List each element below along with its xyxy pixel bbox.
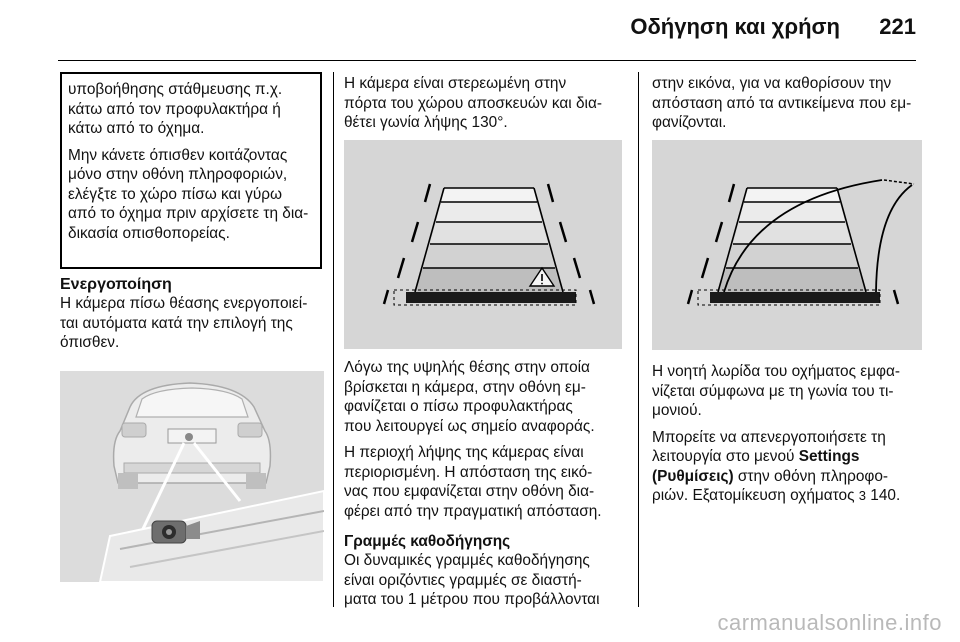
car-rear-camera-illustration xyxy=(60,371,324,582)
reference-text: ριών. Εξατομίκευση οχήματος xyxy=(652,487,859,504)
watermark: carmanualsonline.info xyxy=(717,610,942,635)
para-line: φέρει από την πραγματική απόσταση. xyxy=(344,502,602,520)
settings-line xyxy=(652,447,952,467)
header-rule xyxy=(58,60,916,61)
guidelines-heading: Γραμμές καθοδήγησης xyxy=(344,533,511,550)
camera-intro-line: Η κάμερα είναι στερεωμένη στην xyxy=(344,75,567,92)
para-line: βρίσκεται η κάμερα, στην οθόνη εμ- xyxy=(344,378,586,396)
settings-line-2 xyxy=(652,467,952,487)
guidelines-illustration xyxy=(344,140,622,349)
warning-line: Μην κάνετε όπισθεν κοιτάζοντας xyxy=(68,146,288,164)
para-line: Η νοητή λωρίδα του οχήματος εμφα- xyxy=(652,363,901,380)
para-line: νας που εμφανίζεται στην οθόνη δια- xyxy=(344,483,595,500)
guidelines-drawing xyxy=(344,140,622,349)
warning-box xyxy=(60,72,322,269)
page-number: 221 xyxy=(879,14,916,39)
settings-line-text: στην οθόνη πληροφο- xyxy=(733,467,889,485)
para-line: Οι δυναμικές γραμμές καθοδήγησης xyxy=(344,552,590,569)
activation-line: Η κάμερα πίσω θέασης ενεργοποιεί- xyxy=(60,295,308,312)
para-line: φανίζεται ο πίσω προφυλακτήρας xyxy=(344,398,573,415)
para-line: Μπορείτε να απενεργοποιήσετε τη xyxy=(652,428,886,446)
para-line: μονιού. xyxy=(652,402,702,419)
para-line: που λειτουργεί ως σημείο αναφοράς. xyxy=(344,417,595,435)
camera-intro-line: πόρτα του χώρου αποσκευών και δια- xyxy=(344,94,602,112)
activation-line: όπισθεν. xyxy=(60,334,120,351)
warning-line: κάτω από τον προφυλακτήρα ή xyxy=(68,100,281,118)
warning-line: υποβοήθησης στάθμευσης π.χ. xyxy=(68,81,283,98)
trajectory-illustration xyxy=(652,140,922,350)
activation-heading: Ενεργοποίηση xyxy=(60,276,172,293)
warning-line: μόνο στην οθόνη πληροφοριών, xyxy=(68,166,288,183)
para-line: ματα του 1 μέτρου που προβάλλονται xyxy=(344,591,600,608)
reference-line xyxy=(652,486,952,506)
warning-line: από το όχημα πριν αρχίσετε τη δια- xyxy=(68,205,309,222)
para-line: στην εικόνα, για να καθορίσουν την xyxy=(652,75,892,92)
para-line: είναι οριζόντιες γραμμές σε διαστή- xyxy=(344,571,582,589)
para-line: νίζεται σύμφωνα με τη γωνία του τι- xyxy=(652,382,894,400)
warning-line: κάτω από το όχημα. xyxy=(68,120,205,137)
car-rear-drawing xyxy=(60,371,324,582)
warning-line: δικασία οπισθοπορείας. xyxy=(68,224,230,242)
warning-line: ελέγξτε το χώρο πίσω και γύρω xyxy=(68,185,283,203)
column-divider-2 xyxy=(638,72,639,607)
page-reference-arrow-icon: 3 xyxy=(858,488,866,503)
para-line: Λόγω της υψηλής θέσης στην οποία xyxy=(344,359,590,376)
para-line: περιορισμένη. Η απόσταση της εικό- xyxy=(344,463,593,481)
activation-line: ται αυτόματα κατά την επιλογή της xyxy=(60,314,293,332)
camera-intro-line: θέτει γωνία λήψης 130°. xyxy=(344,114,508,131)
reference-page: 140. xyxy=(866,487,901,504)
page-title: Οδήγηση και χρήση xyxy=(630,14,840,39)
settings-menu-label-greek: (Ρυθμίσεις) xyxy=(652,467,734,485)
settings-menu-label: Settings xyxy=(798,448,860,465)
settings-line-text: λειτουργία στο μενού xyxy=(652,448,799,465)
para-line: απόσταση από τα αντικείμενα που εμ- xyxy=(652,94,912,112)
column-divider-1 xyxy=(333,72,334,607)
para-line: φανίζονται. xyxy=(652,114,727,131)
trajectory-drawing xyxy=(652,140,922,350)
para-line: Η περιοχή λήψης της κάμερας είναι xyxy=(344,444,584,461)
